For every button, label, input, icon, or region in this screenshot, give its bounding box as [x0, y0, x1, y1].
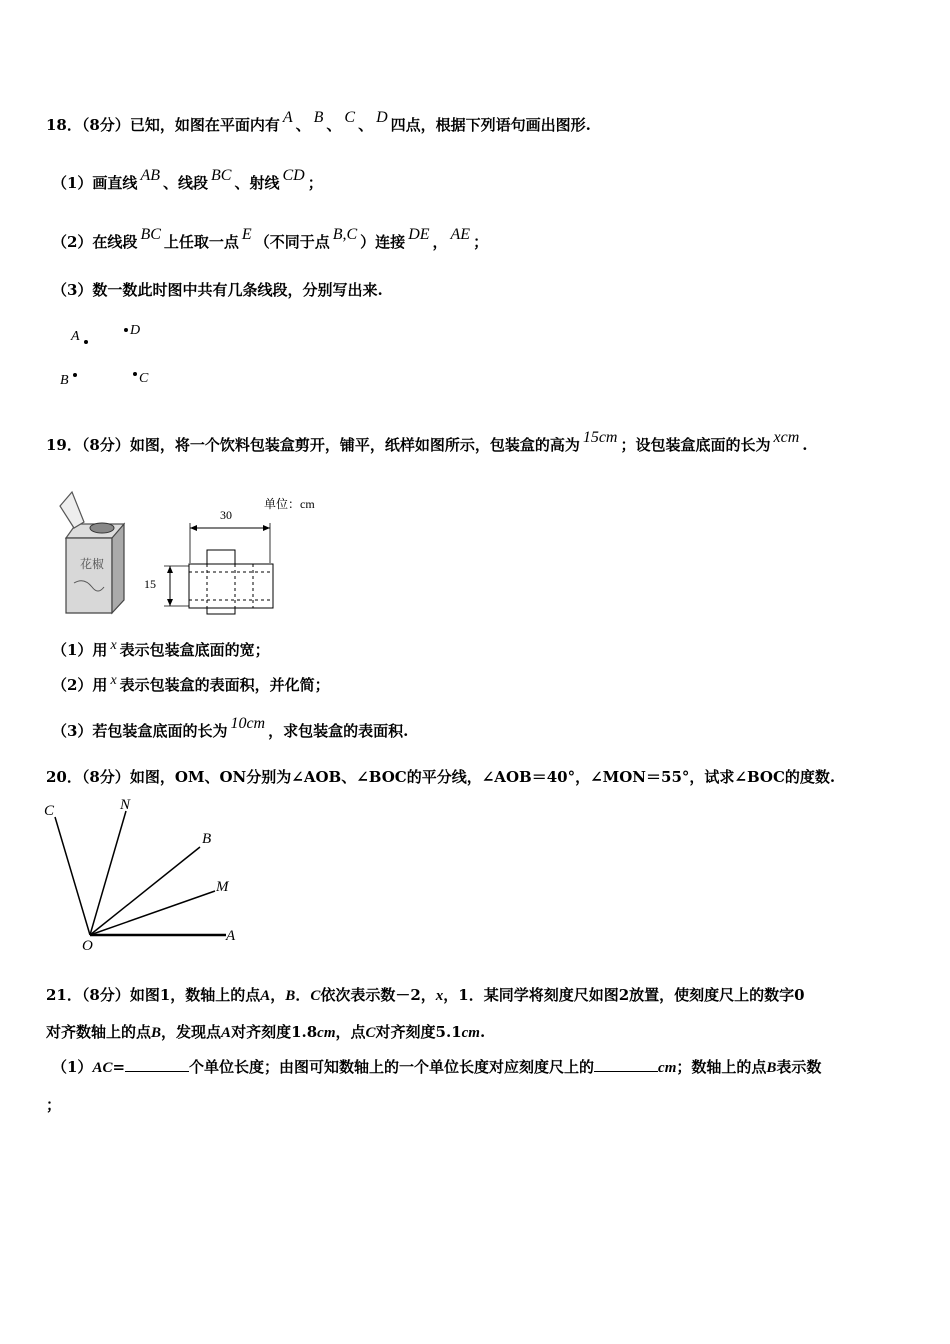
q19-text-b: ；设包装盒底面的长为 [620, 436, 771, 454]
q18-score: （8分） [81, 116, 130, 134]
q18-p2-end: ； [473, 233, 489, 251]
q21-point-a: A [260, 988, 271, 1004]
q18-point-c: C [344, 109, 356, 126]
q21-text: 依次表示数－2， [320, 986, 436, 1004]
q18-p1-text: （1）画直线 [52, 174, 138, 192]
q19-p2-text: 表示包装盒的表面积，并化简； [119, 676, 330, 694]
q19-p1-x: x [110, 638, 117, 653]
q21-text: ，发现点 [161, 1023, 222, 1041]
fig19-box-front [66, 538, 112, 613]
q21-text: . [479, 1023, 486, 1041]
q21-p1-point-b: B [766, 1060, 777, 1076]
q18-sep: 、 [295, 116, 311, 134]
fig19-net-body [189, 564, 273, 608]
q21-p1-text: ；数轴上的点 [676, 1058, 767, 1076]
fig20-label-a: A [226, 928, 236, 944]
q21-unit: cm [317, 1025, 336, 1041]
q19-p2-x: x [110, 673, 117, 688]
fig18-label-c: C [139, 371, 149, 386]
fig18-label-d: D [130, 323, 141, 338]
q21-point-b: B [151, 1025, 162, 1041]
q18-p1-end: ； [307, 174, 323, 192]
q19-length: xcm [773, 429, 800, 446]
q21-p1-eq: = [112, 1058, 126, 1076]
fig19-box-opening [90, 523, 114, 533]
q21-point-c: C [365, 1025, 376, 1041]
q21-score: （8分） [81, 986, 130, 1004]
q19-p1-text: （1）用 [52, 641, 108, 659]
q21-answer-blank-1[interactable] [125, 1057, 189, 1072]
q18-p2-de: DE [408, 226, 430, 243]
q18-p2-text: （2）在线段 [52, 233, 138, 251]
q18-p1-ab: AB [140, 167, 160, 184]
fig20-ray-ob [90, 847, 200, 935]
q21-p1-text: 个单位长度；由图可知数轴上的一个单位长度对应刻度尺上的 [189, 1058, 595, 1076]
fig19-arrow-left [190, 525, 197, 531]
q21-answer-blank-2[interactable] [594, 1057, 658, 1072]
q21-p1-text: 表示数 [776, 1058, 822, 1076]
q18-p2-text: （不同于点 [254, 233, 330, 251]
fig18-dot-a [84, 340, 88, 344]
q19-part1 [52, 640, 270, 662]
q21-p1-ac: AC [92, 1060, 113, 1076]
q21-stem-line1 [46, 985, 805, 1006]
q21-text: ，点 [335, 1023, 366, 1041]
q18-part1 [52, 167, 323, 194]
fig18-dot-c [133, 372, 137, 376]
q18-p1-text: 、射线 [234, 174, 280, 192]
fig20-label-c: C [44, 803, 55, 819]
fig18-dot-d [124, 328, 128, 332]
fig19-box-side [112, 524, 124, 613]
fig19-net-bottom-flap [207, 608, 235, 614]
q18-p2-bc: BC [140, 226, 161, 243]
q19-p3-text: ，求包装盒的表面积. [268, 722, 409, 740]
q19-text-c: . [802, 436, 808, 454]
q18-p1-text: 、线段 [163, 174, 209, 192]
fig20-ray-on [90, 811, 126, 935]
q19-part3 [52, 715, 409, 742]
q21-x: x [435, 988, 444, 1004]
q19-p1-text: 表示包装盒底面的宽； [119, 641, 270, 659]
q21-number: 21． [46, 986, 82, 1004]
q19-score: （8分） [81, 436, 130, 454]
q19-p3-text: （3）若包装盒底面的长为 [52, 722, 228, 740]
q21-part1-end: ； [46, 1096, 62, 1114]
q18-part2 [52, 226, 489, 253]
q21-p1-text: （1） [52, 1058, 93, 1076]
fig18-dot-b [73, 373, 77, 377]
q21-text: 对齐数轴上的点 [46, 1023, 152, 1041]
q18-p2-bc2: B,C [332, 226, 358, 243]
q21-text: ，1．某同学将刻度尺如图2放置，使刻度尺上的数字0 [443, 986, 805, 1004]
fig19-arrow-up [167, 566, 173, 573]
q18-intro-b: 四点，根据下列语句画出图形. [390, 116, 591, 134]
q18-p2-ae: AE [450, 226, 471, 243]
q21-stem-line2 [46, 1022, 485, 1043]
q19-p3-value: 10cm [230, 715, 266, 732]
q21-dot: ． [295, 986, 311, 1004]
fig20-label-o: O [82, 938, 93, 953]
q18-sep: 、 [326, 116, 342, 134]
q20-number: 20． [46, 768, 82, 786]
q19-p2-text: （2）用 [52, 676, 108, 694]
fig20-label-b: B [202, 831, 212, 847]
q21-point-b: B [285, 988, 296, 1004]
q18-part3: （3）数一数此时图中共有几条线段，分别写出来. [52, 281, 383, 299]
fig19-height-label: 15 [144, 577, 156, 591]
q21-text: 如图1，数轴上的点 [129, 986, 261, 1004]
q19-box-figure [52, 488, 342, 623]
q18-sep: 、 [358, 116, 374, 134]
q18-p2-e: E [241, 226, 252, 243]
fig18-label-b: B [60, 373, 69, 388]
fig19-arrow-down [167, 599, 173, 606]
fig20-ray-oc [55, 817, 90, 935]
fig19-unit: 单位：cm [264, 497, 315, 511]
q18-number: 18． [46, 116, 82, 134]
fig20-label-m: M [216, 879, 229, 895]
q21-part1 [52, 1057, 821, 1078]
fig18-label-a: A [71, 329, 80, 344]
q18-p1-cd: CD [282, 167, 305, 184]
q18-p2-text: ）连接 [360, 233, 406, 251]
q20-text: 如图，OM、ON分别为∠AOB、∠BOC的平分线，∠AOB＝40°，∠MON＝55°，试求∠BOC的度数. [129, 768, 836, 786]
q18-point-b: B [313, 109, 324, 126]
q19-part2 [52, 675, 330, 697]
q21-text: 对齐刻度1.8 [231, 1023, 318, 1041]
q20-angle-figure [40, 793, 250, 953]
q18-point-d: D [376, 109, 388, 126]
fig20-label-n: N [120, 797, 131, 813]
q19-text-a: 如图，将一个饮料包装盒剪开，铺平，纸样如图所示，包装盒的高为 [129, 436, 580, 454]
q21-point-a: A [221, 1025, 232, 1041]
q21-point-c: C [310, 988, 321, 1004]
q21-unit: cm [461, 1025, 480, 1041]
fig19-arrow-right [263, 525, 270, 531]
q18-p2-text: 上任取一点 [163, 233, 239, 251]
q18-p1-bc: BC [211, 167, 232, 184]
q18-intro-a: 已知，如图在平面内有 [129, 116, 280, 134]
q21-text: 对齐刻度5.1 [375, 1023, 462, 1041]
fig19-width-label: 30 [220, 508, 232, 522]
q18-points-figure [55, 318, 165, 393]
q18-p2-comma: ， [432, 233, 448, 251]
q19-number: 19． [46, 436, 82, 454]
fig19-net-top-flap [207, 550, 235, 564]
q19-height: 15cm [582, 429, 618, 446]
q18-stem [46, 109, 591, 136]
q18-point-a: A [282, 109, 293, 126]
fig19-box-label: 花椒 [80, 557, 105, 571]
q19-stem [46, 429, 808, 456]
q20-stem [46, 767, 835, 787]
fig20-ray-om [90, 891, 215, 935]
q21-p1-unit: cm [658, 1060, 677, 1076]
q20-score: （8分） [81, 768, 130, 786]
q21-comma: ， [270, 986, 286, 1004]
